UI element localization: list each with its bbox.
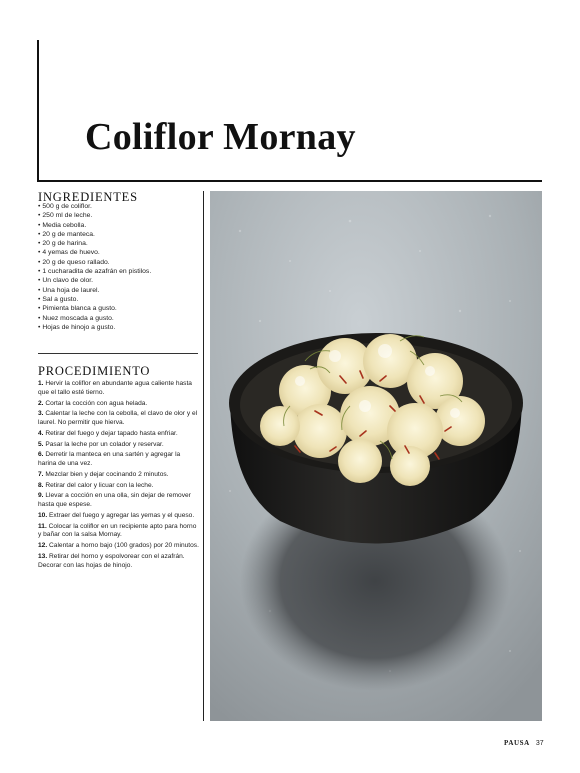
ingredient-item: • Un clavo de olor.	[38, 276, 198, 285]
ingredient-item: • Una hoja de laurel.	[38, 286, 198, 295]
ingredients-heading: INGREDIENTES	[38, 190, 138, 204]
ingredient-item: • Sal a gusto.	[38, 295, 198, 304]
procedure-step	[38, 380, 200, 397]
step-text: Colocar la coliflor en un recipiente apto para horno y bañar con la salsa Mornay.	[38, 522, 197, 539]
ingredient-item: • Media cebolla.	[38, 221, 198, 230]
step-text: Derretir la manteca en una sartén y agregar la harina de una vez.	[38, 451, 181, 468]
step-number: 6.	[38, 451, 44, 459]
procedure-step	[38, 492, 200, 509]
step-number: 4.	[38, 429, 44, 437]
magazine-name: PAUSA	[504, 739, 530, 747]
page-number: 37	[535, 740, 544, 747]
step-number: 5.	[38, 440, 44, 448]
step-text: Calentar a horno bajo (100 grados) por 20 minutos.	[49, 542, 199, 550]
step-number: 13.	[38, 553, 48, 561]
ingredient-item: • 20 g de harina.	[38, 239, 198, 248]
ingredient-item: • 1 cucharadita de azafrán en pistilos.	[38, 267, 198, 276]
procedure-heading: PROCEDIMIENTO	[38, 364, 151, 378]
step-number: 12.	[38, 542, 48, 550]
procedure-step	[38, 542, 200, 551]
step-number: 8.	[38, 481, 44, 489]
section-divider	[38, 353, 198, 354]
procedure-step	[38, 441, 200, 450]
procedure-step	[38, 400, 200, 409]
column-divider	[203, 191, 204, 721]
procedure-step	[38, 482, 200, 491]
ingredient-item: • 4 yemas de huevo.	[38, 248, 198, 257]
step-number: 7.	[38, 470, 44, 478]
ingredient-item: • Pimienta blanca a gusto.	[38, 304, 198, 313]
step-text: Retirar del fuego y dejar tapado hasta enfriar.	[45, 429, 178, 437]
step-number: 2.	[38, 399, 44, 407]
step-text: Retirar del horno y espolvorear con el azafrán. Decorar con las hojas de hinojo.	[38, 553, 185, 569]
step-text: Hervir la coliflor en abundante agua caliente hasta que el tallo esté tierno.	[38, 380, 192, 396]
procedure-step	[38, 471, 200, 480]
dish-photo	[210, 191, 542, 721]
step-text: Calentar la leche con la cebolla, el clavo de olor y el laurel. No permitir que hierva.	[38, 410, 198, 426]
page-footer	[504, 739, 544, 747]
ingredient-item: • Hojas de hinojo a gusto.	[38, 323, 198, 332]
step-text: Extraer del fuego y agregar las yemas y el queso.	[49, 511, 195, 519]
step-text: Mezclar bien y dejar cocinando 2 minutos.	[45, 470, 169, 478]
step-number: 11.	[38, 522, 47, 530]
step-number: 1.	[38, 380, 44, 387]
procedure-step	[38, 553, 200, 570]
page-title: Coliflor Mornay	[85, 116, 356, 159]
procedure-step	[38, 523, 200, 540]
procedure-step	[38, 451, 200, 468]
procedure-step	[38, 430, 200, 439]
ingredient-item: • 500 g de coliflor.	[38, 202, 198, 211]
frame-left-rule	[37, 40, 39, 182]
step-number: 9.	[38, 492, 44, 500]
step-number: 10.	[38, 511, 48, 519]
step-text: Pasar la leche por un colador y reservar.	[45, 440, 164, 448]
step-text: Retirar del calor y licuar con la leche.	[45, 481, 154, 489]
procedure-step	[38, 512, 200, 521]
frame-bottom-rule	[37, 180, 542, 182]
ingredient-item: • 250 ml de leche.	[38, 211, 198, 220]
step-text: Llevar a cocción en una olla, sin dejar de remover hasta que espese.	[38, 492, 191, 509]
ingredient-item: • Nuez moscada a gusto.	[38, 314, 198, 323]
ingredients-list	[38, 202, 198, 332]
ingredient-item: • 20 g de manteca.	[38, 230, 198, 239]
procedure-steps	[38, 380, 200, 573]
step-number: 3.	[38, 410, 44, 418]
step-text: Cortar la cocción con agua helada.	[45, 399, 148, 407]
ingredient-item: • 20 g de queso rallado.	[38, 258, 198, 267]
procedure-step	[38, 410, 200, 427]
